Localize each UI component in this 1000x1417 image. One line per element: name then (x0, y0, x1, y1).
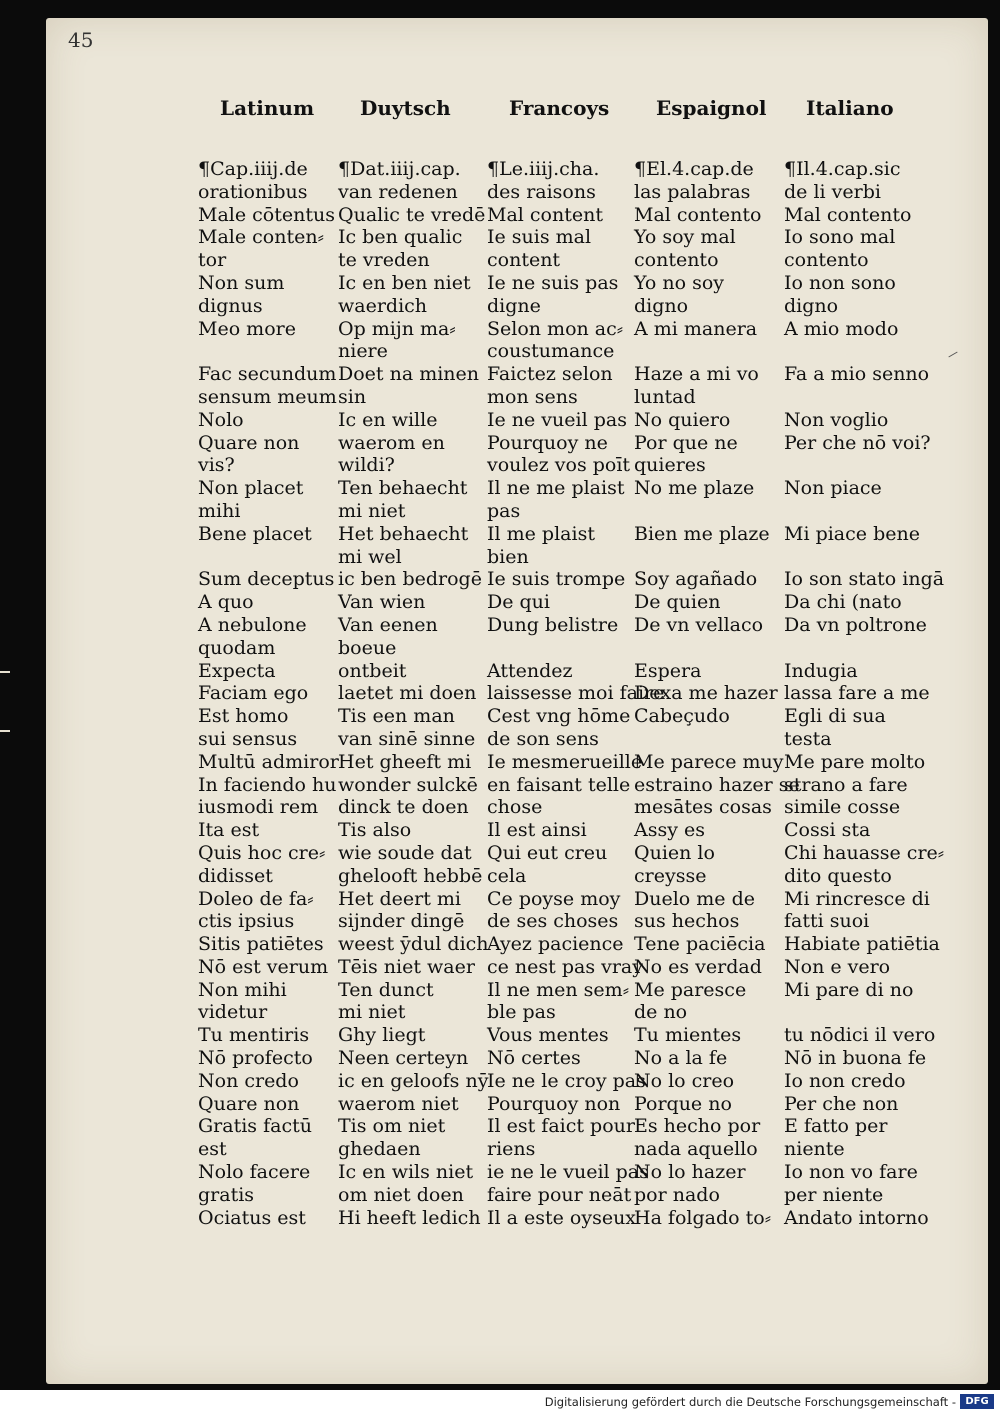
text-line: ie ne le vueil pas (487, 1161, 649, 1184)
text-line: Doleo de fa⸗ (198, 887, 314, 910)
text-line: luntad (634, 385, 696, 408)
text-line: Qualic te vredē (338, 203, 486, 226)
text-line: gratis (198, 1183, 255, 1206)
text-line: Ayez pacience (487, 933, 624, 956)
text-line: Habiate patiētia (784, 933, 940, 956)
text-line: ¶El.4.cap.de (634, 158, 754, 180)
text-line: weest ȳdul dich (338, 933, 489, 956)
text-line: van redenen (338, 180, 458, 203)
text-line: laissesse moi faire (487, 682, 665, 705)
text-line: boeue (338, 636, 397, 659)
text-line: Ita est (198, 819, 260, 842)
text-line: Selon mon ac⸗ (487, 317, 624, 340)
text-line: per niente (784, 1183, 884, 1206)
text-line: sin (338, 385, 367, 408)
margin-tick (0, 671, 10, 673)
text-line: Io non vo fare (784, 1161, 918, 1184)
text-line: quodam (198, 636, 276, 659)
text-line: lassa fare a me (784, 682, 930, 705)
text-line: ctis ipsius (198, 910, 295, 933)
text-line: Mi rincresce di (784, 887, 930, 910)
column-lines (634, 158, 800, 1229)
text-line: ¶Il.4.cap.sic (784, 158, 901, 180)
text-line: ¶Dat.iiij.cap. (338, 158, 461, 180)
text-line: niente (784, 1138, 845, 1161)
text-line: mi niet (338, 499, 406, 522)
text-line: No lo hazer (634, 1161, 746, 1184)
text-line: Attendez (487, 659, 573, 682)
column-latinum (198, 96, 348, 1229)
text-line: Il ne me plaist (487, 477, 625, 500)
text-line: A quo (198, 591, 254, 614)
text-line: Ie suis mal (487, 226, 592, 249)
text-line: chose (487, 796, 543, 819)
text-line: Me parece muy (634, 750, 784, 773)
text-line: Non credo (198, 1069, 299, 1092)
book-page (46, 18, 988, 1384)
column-lines (784, 158, 945, 1229)
text-line: Espera (634, 659, 702, 682)
text-line: Non placet (198, 477, 304, 500)
text-line (634, 500, 784, 523)
text-line: Ghy liegt (338, 1024, 426, 1047)
column-heading: Espaignol (656, 96, 767, 120)
text-line: Male cōtentus (198, 203, 335, 226)
text-line: content (487, 249, 561, 272)
text-line: Il me plaist (487, 522, 595, 545)
text-line: Van wien (338, 591, 426, 614)
funding-credit: Digitalisierung gefördert durch die Deutsche Forschungsgemeinschaft - (544, 1395, 956, 1409)
text-line: Ie ne suis pas (487, 271, 619, 294)
text-line: riens (487, 1138, 536, 1161)
text-line: Io son stato ingā (784, 568, 945, 591)
text-line: Quare non (198, 431, 300, 454)
text-line: Doet na minen (338, 363, 480, 386)
text-line: wie soude dat (338, 841, 472, 864)
text-line: sensum meum (198, 385, 337, 408)
text-line (487, 637, 637, 660)
text-line: wildi? (338, 454, 395, 477)
text-line: No me plaze (634, 477, 755, 500)
text-line: A nebulone (198, 613, 307, 636)
text-line: tor (198, 249, 227, 272)
text-line: Soy agañado (634, 568, 758, 591)
text-line: ¶Le.iiij.cha. (487, 158, 600, 180)
text-line: Tis om niet (338, 1115, 446, 1138)
text-line: Tu mientes (634, 1024, 742, 1047)
text-line: de no (634, 1001, 688, 1024)
page-number: 45 (68, 28, 94, 52)
text-line (634, 728, 784, 751)
text-line: ble pas (487, 1001, 556, 1024)
text-line: Ce poyse moy (487, 887, 621, 910)
text-line: dinck te doen (338, 796, 469, 819)
footer-bar (0, 1390, 1000, 1417)
text-line: Meo more (198, 317, 296, 340)
text-line: om niet doen (338, 1183, 464, 1206)
text-line: simile cosse (784, 796, 901, 819)
text-line: fatti suoi (784, 910, 870, 933)
text-line (784, 637, 934, 660)
text-line: nada aquello (634, 1138, 758, 1161)
text-line: Tis een man (338, 705, 455, 728)
text-line: Ie mesmerueille (487, 750, 643, 773)
text-line: Ic en ben niet (338, 271, 471, 294)
text-line: Expecta (198, 659, 276, 682)
text-line: Es hecho por (634, 1115, 761, 1138)
text-line: dito questo (784, 864, 892, 887)
text-line: Quare non (198, 1092, 300, 1115)
text-line: Dung belistre (487, 613, 619, 636)
text-line: tu nōdici il vero (784, 1024, 936, 1047)
text-line: Fa a mio senno (784, 363, 930, 386)
text-line: In faciendo hu (198, 773, 337, 796)
text-line: est (198, 1138, 227, 1161)
text-line: No lo creo (634, 1069, 735, 1092)
text-line: Faictez selon (487, 363, 613, 386)
column-lines (338, 158, 488, 1229)
text-line: Andato intorno (784, 1206, 929, 1229)
text-line: de li verbi (784, 180, 881, 203)
text-line (784, 546, 934, 569)
text-line: Van eenen (338, 613, 438, 636)
text-line: dignus (198, 294, 263, 317)
text-line: voulez vos poīt (487, 454, 631, 477)
text-line: estraino hazer se (634, 773, 800, 796)
text-line: didisset (198, 864, 273, 887)
text-line: ic en geloofs nȳ (338, 1069, 489, 1092)
text-line: Mal contento (634, 203, 762, 226)
text-line: des raisons (487, 180, 596, 203)
text-line: No a la fe (634, 1047, 728, 1070)
text-line: Mi pare di no (784, 978, 914, 1001)
text-line: mihi (198, 499, 241, 522)
text-line: Hi heeft ledich (338, 1206, 481, 1229)
text-line: De quien (634, 591, 721, 614)
text-line: sus hechos (634, 910, 740, 933)
text-line: Non voglio (784, 408, 889, 431)
text-line: Ie suis trompe (487, 568, 626, 591)
text-line: Chi hauasse cre⸗ (784, 841, 945, 864)
text-line: Faciam ego (198, 682, 309, 705)
text-line: Non piace (784, 477, 882, 500)
text-line: sui sensus (198, 727, 298, 750)
text-line: sijnder dingē (338, 910, 465, 933)
ink-mark (948, 352, 957, 358)
text-line: te vreden (338, 249, 430, 272)
text-line: Nolo (198, 408, 244, 431)
text-line: Sitis patiētes (198, 933, 324, 956)
text-line: Het deert mi (338, 887, 461, 910)
text-line: Op mijn ma⸗ (338, 317, 456, 340)
text-line: Het behaecht (338, 522, 469, 545)
text-line: laetet mi doen (338, 682, 477, 705)
text-line: Yo no soy (634, 271, 725, 294)
text-line: Non e vero (784, 955, 891, 978)
text-line: Da chi (nato (784, 591, 902, 614)
column-heading: Latinum (220, 96, 315, 120)
text-line: Non mihi (198, 978, 287, 1001)
text-line: Tu mentiris (198, 1024, 310, 1047)
text-line: Yo soy mal (634, 226, 736, 249)
text-line: contento (634, 249, 719, 272)
text-line: Cabeçudo (634, 705, 730, 728)
text-line: van sinē sinne (338, 727, 476, 750)
text-line: Vous mentes (487, 1024, 609, 1047)
text-line: Haze a mi vo (634, 363, 759, 386)
column-duytsch (338, 96, 488, 1229)
text-line: Assy es (634, 819, 705, 842)
text-line: Dexa me hazer (634, 682, 778, 705)
text-line: Multū admiror (198, 750, 339, 773)
text-line: wonder sulckē (338, 773, 478, 796)
text-line: vis? (198, 454, 235, 477)
text-line: testa (784, 727, 832, 750)
text-line (784, 1001, 934, 1024)
text-line (634, 340, 784, 363)
text-line: Ten behaecht (338, 477, 468, 500)
text-line: Quien lo (634, 841, 715, 864)
text-line: bien (487, 545, 529, 568)
text-line: Pourquoy non (487, 1092, 621, 1115)
text-line: Io sono mal (784, 226, 896, 249)
text-line: Tis also (338, 819, 412, 842)
text-line: waerdich (338, 294, 428, 317)
text-line: Io non credo (784, 1069, 906, 1092)
text-line: E fatto per (784, 1115, 888, 1138)
text-line: Por que ne (634, 431, 738, 454)
text-line: Per che nō voi? (784, 431, 931, 454)
text-line: orationibus (198, 180, 308, 203)
text-line: Mal content (487, 203, 603, 226)
text-line: Pourquoy ne (487, 431, 608, 454)
text-line: Il a este oyseux (487, 1206, 637, 1229)
text-line: Ha folgado to⸗ (634, 1206, 772, 1229)
text-line: quieres (634, 454, 706, 477)
text-line: Ic en wils niet (338, 1161, 474, 1184)
text-line: A mio modo (784, 317, 899, 340)
dfg-logo: DFG (960, 1394, 994, 1409)
column-heading: Italiano (806, 96, 894, 120)
text-line: coustumance (487, 340, 615, 363)
text-line: Het gheeft mi (338, 750, 472, 773)
text-line: Cest vng hōme (487, 705, 631, 728)
text-line (198, 546, 348, 569)
text-line: Me paresce (634, 978, 747, 1001)
text-line: faire pour neāt (487, 1183, 632, 1206)
text-line: mi wel (338, 545, 402, 568)
text-line: Io non sono (784, 271, 896, 294)
text-line: De vn vellaco (634, 613, 764, 636)
text-line: Porque no (634, 1092, 732, 1115)
text-line: cela (487, 864, 527, 887)
text-line: niere (338, 340, 388, 363)
text-line: ghelooft hebbē (338, 864, 483, 887)
text-line: Gratis factū (198, 1115, 312, 1138)
text-line: Ic en wille (338, 408, 438, 431)
text-line: contento (784, 249, 869, 272)
text-line: Neen certeyn (338, 1047, 469, 1070)
text-line: Ie ne vueil pas (487, 408, 627, 431)
text-line: Ociatus est (198, 1206, 306, 1229)
column-heading: Francoys (509, 96, 610, 120)
text-line: ghedaen (338, 1138, 421, 1161)
text-line: digno (634, 294, 689, 317)
text-line: Nolo facere (198, 1161, 311, 1184)
text-line: Il est faict pour (487, 1115, 635, 1138)
column-lines (198, 158, 348, 1229)
text-line: Nō certes (487, 1047, 581, 1070)
text-line: Da vn poltrone (784, 613, 927, 636)
text-line: Tene paciēcia (634, 933, 766, 956)
text-line: Qui eut creu (487, 841, 608, 864)
text-line (784, 454, 934, 477)
text-line (784, 340, 934, 363)
text-line: mesātes cosas (634, 796, 772, 819)
text-line: ce nest pas vray (487, 955, 643, 978)
text-line: Me pare molto (784, 750, 926, 773)
text-line: Egli di sua (784, 705, 886, 728)
text-line: digno (784, 294, 839, 317)
text-line: A mi manera (634, 317, 758, 340)
text-line: ¶Cap.iiij.de (198, 158, 308, 180)
text-line: Nō profecto (198, 1047, 313, 1070)
column-espaignol (634, 96, 800, 1229)
text-line: Fac secundum (198, 363, 337, 386)
text-line: pas (487, 499, 521, 522)
text-line: Non sum (198, 271, 285, 294)
text-line: No es verdad (634, 955, 762, 978)
text-line: waerom en (338, 431, 445, 454)
text-line: waerom niet (338, 1092, 459, 1115)
text-line: No quiero (634, 408, 731, 431)
text-line: creysse (634, 864, 707, 887)
column-italiano (784, 96, 945, 1229)
text-line: Ten dunct (338, 978, 434, 1001)
text-line: strano a fare (784, 773, 908, 796)
text-line: Male conten⸗ (198, 226, 324, 249)
text-line: Sum deceptus (198, 568, 335, 591)
text-line: Nō in buona fe (784, 1047, 927, 1070)
text-line: en faisant telle (487, 773, 631, 796)
text-line: Nō est verum (198, 955, 329, 978)
text-line: Cossi sta (784, 819, 871, 842)
text-line: videtur (198, 1001, 268, 1024)
text-line: Il ne men sem⸗ (487, 978, 630, 1001)
text-line: las palabras (634, 180, 751, 203)
text-line: ic ben bedrogē (338, 568, 482, 591)
text-line: mon sens (487, 385, 578, 408)
text-line: Ie ne le croy pas (487, 1069, 646, 1092)
text-line: de son sens (487, 727, 599, 750)
text-line: digne (487, 294, 541, 317)
text-line (198, 340, 348, 363)
text-line (634, 546, 784, 569)
text-line: Indugia (784, 659, 858, 682)
text-line: Bien me plaze (634, 522, 770, 545)
column-heading: Duytsch (360, 96, 451, 120)
text-line: Bene placet (198, 522, 312, 545)
margin-tick (0, 730, 10, 732)
text-line: Tēis niet waer (338, 955, 475, 978)
text-line: Mi piace bene (784, 522, 920, 545)
text-line: de ses choses (487, 910, 619, 933)
text-line (784, 386, 934, 409)
text-line: mi niet (338, 1001, 406, 1024)
text-line: Quis hoc cre⸗ (198, 841, 326, 864)
text-line: Il est ainsi (487, 819, 587, 842)
text-line (634, 637, 784, 660)
text-line: por nado (634, 1183, 720, 1206)
text-line: Est homo (198, 705, 289, 728)
text-line: Duelo me de (634, 887, 755, 910)
text-line: iusmodi rem (198, 796, 319, 819)
text-line: Per che non (784, 1092, 899, 1115)
text-line (784, 500, 934, 523)
text-line: Ic ben qualic (338, 226, 463, 249)
text-line: ontbeit (338, 659, 407, 682)
text-line: Mal contento (784, 203, 912, 226)
text-line: De qui (487, 591, 550, 614)
